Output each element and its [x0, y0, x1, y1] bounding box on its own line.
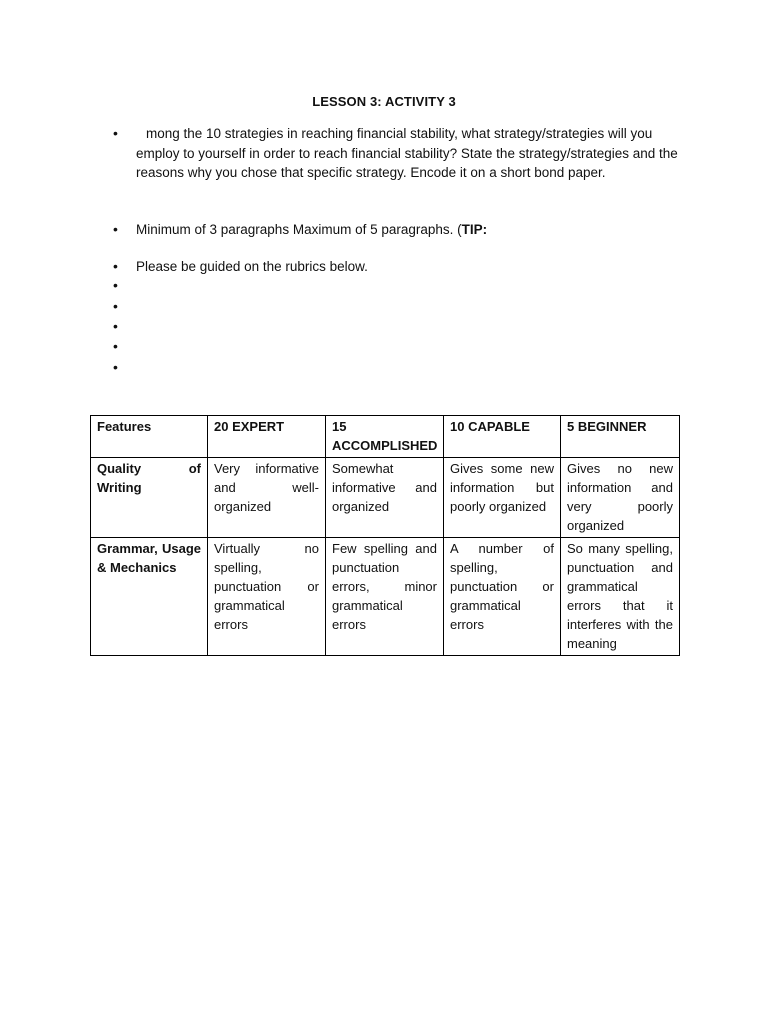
header-expert: 20 EXPERT	[208, 416, 326, 458]
empty-bullet: •	[113, 298, 118, 314]
table-header-row	[91, 416, 680, 458]
table-cell: Very informative and well-organized	[208, 458, 326, 538]
header-features: Features	[91, 416, 208, 458]
empty-bullet: •	[113, 359, 118, 375]
empty-bullet: •	[113, 318, 118, 334]
table-cell: Gives some new information but poorly organized	[444, 458, 561, 538]
bullet-marker: •	[113, 258, 118, 274]
bullet-text-tip: TIP:	[461, 222, 488, 237]
table-cell: Gives no new information and very poorly organized	[561, 458, 680, 538]
page-title: LESSON 3: ACTIVITY 3	[312, 94, 456, 109]
bullet-marker: •	[113, 221, 118, 237]
header-accomplished: 15 ACCOMPLISHED	[326, 416, 444, 458]
table-cell: A number of spelling, punctuation or grammatical errors	[444, 538, 561, 656]
feature-cell: Grammar, Usage & Mechanics	[91, 538, 208, 656]
table-cell: Somewhat informative and organized	[326, 458, 444, 538]
table-row	[91, 458, 680, 538]
empty-bullet: •	[113, 277, 118, 293]
table-cell: Few spelling and punctuation errors, minor grammatical errors	[326, 538, 444, 656]
bullet-text-rubrics: Please be guided on the rubrics below.	[136, 259, 368, 274]
header-beginner: 5 BEGINNER	[561, 416, 680, 458]
bullet-text-paragraphs	[136, 220, 681, 240]
table-cell: Virtually no spelling, punctuation or grammatical errors	[208, 538, 326, 656]
bullet-text-strategies: mong the 10 strategies in reaching financial stability, what strategy/strategies will you employ to yourself in order to reach financial stability? State the strategy/strategies and the reasons why you chose that specific strategy. Encode it on a short bond paper.	[136, 126, 678, 180]
header-capable: 10 CAPABLE	[444, 416, 561, 458]
bullet-text-paragraphs-main: Minimum of 3 paragraphs Maximum of 5 paragraphs. (	[136, 222, 462, 237]
empty-bullet: •	[113, 338, 118, 354]
rubric-table	[90, 415, 680, 656]
table-cell: So many spelling, punctuation and grammatical errors that it interferes with the meaning	[561, 538, 680, 656]
bullet-marker: •	[113, 125, 118, 141]
feature-cell: Quality of Writing	[91, 458, 208, 538]
table-row	[91, 538, 680, 656]
